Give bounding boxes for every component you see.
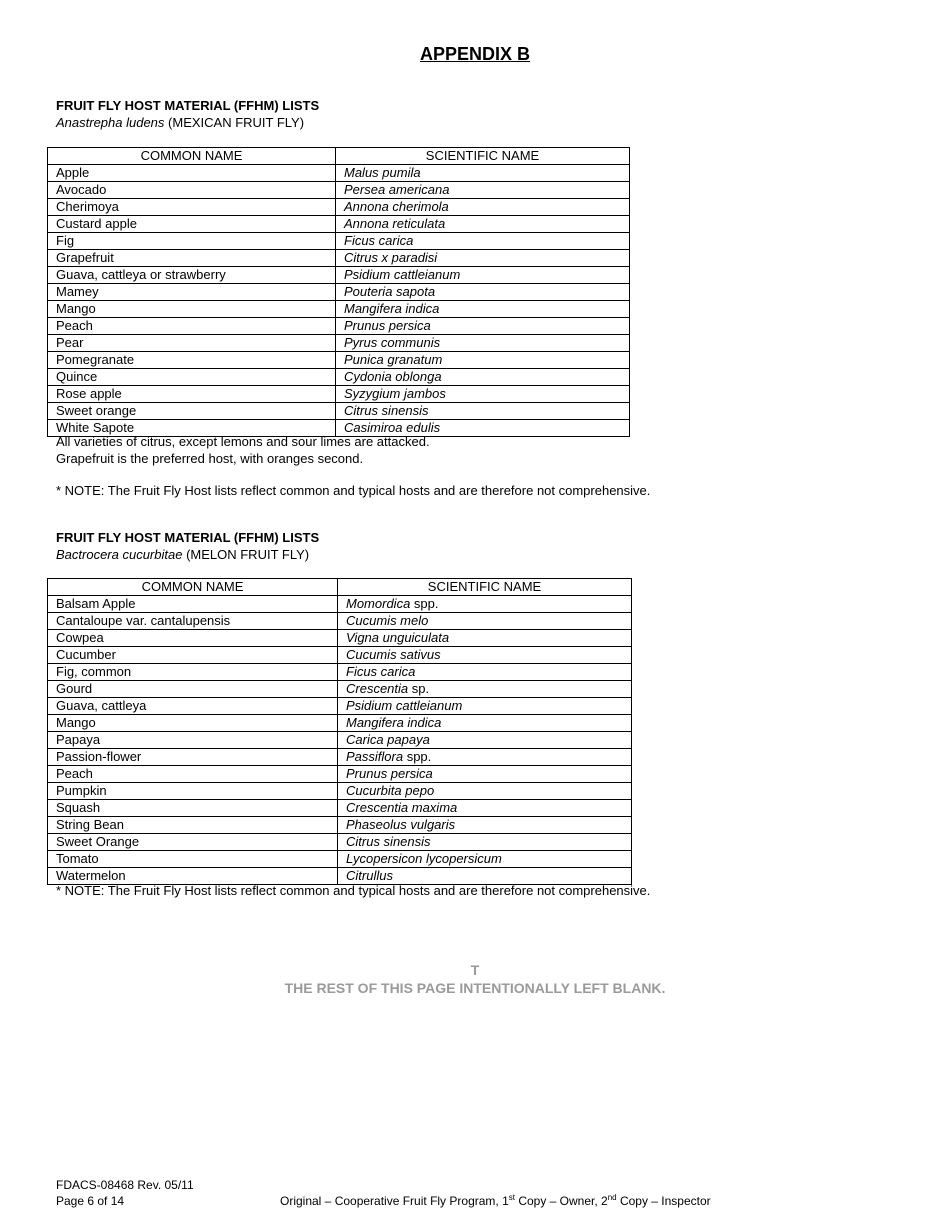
blank-marker: T: [470, 962, 480, 978]
common-name-cell: Watermelon: [48, 868, 338, 885]
common-name-cell: Peach: [48, 318, 336, 335]
section-2-note-not-comprehensive: * NOTE: The Fruit Fly Host lists reflect common and typical hosts and are therefore not comprehensive.: [56, 883, 651, 898]
scientific-name: Phaseolus vulgaris: [346, 817, 456, 832]
scientific-name-cell: [336, 403, 630, 420]
scientific-name-cell: [338, 715, 632, 732]
scientific-name-cell: [336, 335, 630, 352]
scientific-name-cell: [338, 783, 632, 800]
common-name-cell: Cowpea: [48, 630, 338, 647]
scientific-name: Vigna unguiculata: [346, 630, 450, 645]
scientific-name: Ficus carica: [344, 233, 414, 248]
section-1-species-scientific: Anastrepha ludens: [56, 115, 165, 130]
scientific-name-cell: [338, 613, 632, 630]
common-name-cell: Cherimoya: [48, 199, 336, 216]
scientific-name: Syzygium jambos: [344, 386, 446, 401]
host-table-melon-fruit-fly: [47, 578, 632, 885]
section-1-heading: FRUIT FLY HOST MATERIAL (FFHM) LISTS: [56, 98, 320, 113]
common-name-cell: Fig, common: [48, 664, 338, 681]
table-row: [48, 715, 632, 732]
scientific-name: Prunus persica: [346, 766, 433, 781]
table-row: [48, 301, 630, 318]
form-number: FDACS-08468 Rev. 05/11: [56, 1178, 194, 1192]
scientific-name-cell: [338, 681, 632, 698]
scientific-name-cell: [338, 698, 632, 715]
scientific-name-cell: [338, 766, 632, 783]
common-name-cell: Pomegranate: [48, 352, 336, 369]
scientific-name: Psidium cattleianum: [346, 698, 463, 713]
copy-text-owner: Copy – Owner, 2: [514, 1194, 608, 1208]
scientific-name: Citrus x paradisi: [344, 250, 438, 265]
scientific-name: Cucumis sativus: [346, 647, 441, 662]
copy-text-original: Original – Cooperative Fruit Fly Program, 1: [280, 1194, 509, 1208]
scientific-name: Cydonia oblonga: [344, 369, 442, 384]
common-name-cell: Avocado: [48, 182, 336, 199]
table-row: [48, 199, 630, 216]
table-row: [48, 630, 632, 647]
scientific-name-cell: [338, 817, 632, 834]
scientific-name: Pouteria sapota: [344, 284, 436, 299]
scientific-name: Cucurbita pepo: [346, 783, 435, 798]
common-name-cell: Papaya: [48, 732, 338, 749]
common-name-cell: Guava, cattleya: [48, 698, 338, 715]
common-name-cell: Sweet orange: [48, 403, 336, 420]
common-name-cell: Tomato: [48, 851, 338, 868]
scientific-name-cell: [338, 800, 632, 817]
table-row: [48, 783, 632, 800]
scientific-name-cell: [338, 596, 632, 613]
scientific-name-cell: [336, 267, 630, 284]
scientific-name-suffix: spp.: [410, 596, 439, 611]
common-name-cell: White Sapote: [48, 420, 336, 437]
scientific-name-cell: [336, 233, 630, 250]
section-2-header: [56, 529, 319, 563]
scientific-name-cell: [336, 318, 630, 335]
table-row: [48, 732, 632, 749]
scientific-name: Citrullus: [346, 868, 393, 883]
table-row: [48, 698, 632, 715]
table-row: [48, 318, 630, 335]
common-name-cell: Mango: [48, 301, 336, 318]
note-not-comprehensive: * NOTE: The Fruit Fly Host lists reflect common and typical hosts and are therefore not comprehensive.: [56, 483, 651, 498]
section-2-species: [56, 546, 319, 563]
copy-text-inspector: Copy – Inspector: [616, 1194, 711, 1208]
common-name-cell: String Bean: [48, 817, 338, 834]
scientific-name-cell: [338, 647, 632, 664]
scientific-name-cell: [338, 834, 632, 851]
scientific-name-cell: [338, 664, 632, 681]
common-name-cell: Quince: [48, 369, 336, 386]
table-row: [48, 851, 632, 868]
common-name-cell: Grapefruit: [48, 250, 336, 267]
scientific-name: Persea americana: [344, 182, 450, 197]
footer-left: [56, 1177, 194, 1209]
common-name-cell: Cucumber: [48, 647, 338, 664]
common-name-cell: Passion-flower: [48, 749, 338, 766]
common-name-cell: Gourd: [48, 681, 338, 698]
note-grapefruit-preferred: Grapefruit is the preferred host, with oranges second.: [56, 451, 364, 466]
scientific-name: Malus pumila: [344, 165, 421, 180]
common-name-cell: Apple: [48, 165, 336, 182]
section-1-species: [56, 114, 319, 131]
scientific-name-cell: [338, 732, 632, 749]
section-2-heading: FRUIT FLY HOST MATERIAL (FFHM) LISTS: [56, 530, 320, 545]
common-name-cell: Sweet Orange: [48, 834, 338, 851]
common-name-cell: Guava, cattleya or strawberry: [48, 267, 336, 284]
scientific-name-cell: [336, 352, 630, 369]
common-name-cell: Squash: [48, 800, 338, 817]
scientific-name: Momordica: [346, 596, 411, 611]
copy-sup-second: nd: [607, 1193, 617, 1202]
section-2-species-common: (MELON FRUIT FLY): [182, 547, 310, 562]
table-header-row: [48, 148, 630, 165]
scientific-name: Citrus sinensis: [344, 403, 429, 418]
common-name-cell: Peach: [48, 766, 338, 783]
page-number: Page 6 of 14: [56, 1194, 125, 1208]
host-table-mexican-fruit-fly: [47, 147, 630, 437]
table-row: [48, 352, 630, 369]
common-name-cell: Pear: [48, 335, 336, 352]
scientific-name-cell: [338, 851, 632, 868]
scientific-name: Mangifera indica: [346, 715, 442, 730]
scientific-name: Mangifera indica: [344, 301, 440, 316]
scientific-name-cell: [336, 250, 630, 267]
column-header-scientific-name: SCIENTIFIC NAME: [338, 579, 632, 596]
scientific-name-cell: [336, 369, 630, 386]
table-row: [48, 233, 630, 250]
table-row: [48, 284, 630, 301]
column-header-scientific-name: SCIENTIFIC NAME: [336, 148, 630, 165]
scientific-name: Crescentia maxima: [346, 800, 458, 815]
footer-copy-distribution: [280, 1193, 711, 1209]
section-1-notes: [56, 433, 650, 499]
scientific-name: Carica papaya: [346, 732, 430, 747]
common-name-cell: Balsam Apple: [48, 596, 338, 613]
scientific-name-cell: [336, 284, 630, 301]
common-name-cell: Custard apple: [48, 216, 336, 233]
table-row: [48, 800, 632, 817]
column-header-common-name: COMMON NAME: [48, 148, 336, 165]
common-name-cell: Pumpkin: [48, 783, 338, 800]
note-citrus-varieties: All varieties of citrus, except lemons and sour limes are attacked.: [56, 434, 430, 449]
scientific-name: Punica granatum: [344, 352, 443, 367]
scientific-name: Annona cherimola: [344, 199, 449, 214]
scientific-name: Passiflora: [346, 749, 404, 764]
scientific-name: Citrus sinensis: [346, 834, 431, 849]
scientific-name: Cucumis melo: [346, 613, 429, 628]
table-header-row: [48, 579, 632, 596]
table-row: [48, 596, 632, 613]
table-row: [48, 386, 630, 403]
scientific-name: Crescentia: [346, 681, 409, 696]
scientific-name-cell: [336, 182, 630, 199]
table-row: [48, 250, 630, 267]
common-name-cell: Rose apple: [48, 386, 336, 403]
page-title: APPENDIX B: [419, 44, 531, 64]
table-row: [48, 766, 632, 783]
copy-sup-first: st: [508, 1193, 515, 1202]
common-name-cell: Fig: [48, 233, 336, 250]
column-header-common-name: COMMON NAME: [48, 579, 338, 596]
common-name-cell: Mamey: [48, 284, 336, 301]
scientific-name-cell: [338, 630, 632, 647]
scientific-name: Lycopersicon lycopersicum: [346, 851, 502, 866]
table-row: [48, 613, 632, 630]
table-row: [48, 267, 630, 284]
table-row: [48, 182, 630, 199]
table-row: [48, 817, 632, 834]
section-1-species-common: (MEXICAN FRUIT FLY): [164, 115, 305, 130]
scientific-name: Ficus carica: [346, 664, 416, 679]
section-1-header: [56, 97, 319, 131]
common-name-cell: Cantaloupe var. cantalupensis: [48, 613, 338, 630]
table-row: [48, 165, 630, 182]
scientific-name-cell: [336, 199, 630, 216]
table-row: [48, 834, 632, 851]
scientific-name-cell: [336, 165, 630, 182]
scientific-name-cell: [336, 301, 630, 318]
scientific-name: Psidium cattleianum: [344, 267, 461, 282]
table-row: [48, 749, 632, 766]
common-name-cell: Mango: [48, 715, 338, 732]
scientific-name-suffix: spp.: [403, 749, 432, 764]
table-row: [48, 369, 630, 386]
scientific-name-cell: [338, 749, 632, 766]
table-row: [48, 216, 630, 233]
scientific-name: Annona reticulata: [344, 216, 446, 231]
scientific-name: Pyrus communis: [344, 335, 441, 350]
section-2-species-scientific: Bactrocera cucurbitae: [56, 547, 183, 562]
scientific-name-cell: [336, 216, 630, 233]
table-row: [48, 403, 630, 420]
scientific-name: Prunus persica: [344, 318, 431, 333]
table-row: [48, 647, 632, 664]
table-row: [48, 681, 632, 698]
blank-page-notice: THE REST OF THIS PAGE INTENTIONALLY LEFT BLANK.: [284, 980, 666, 996]
scientific-name-suffix: sp.: [408, 681, 430, 696]
scientific-name: Casimiroa edulis: [344, 420, 441, 435]
table-row: [48, 335, 630, 352]
table-row: [48, 664, 632, 681]
scientific-name-cell: [336, 386, 630, 403]
